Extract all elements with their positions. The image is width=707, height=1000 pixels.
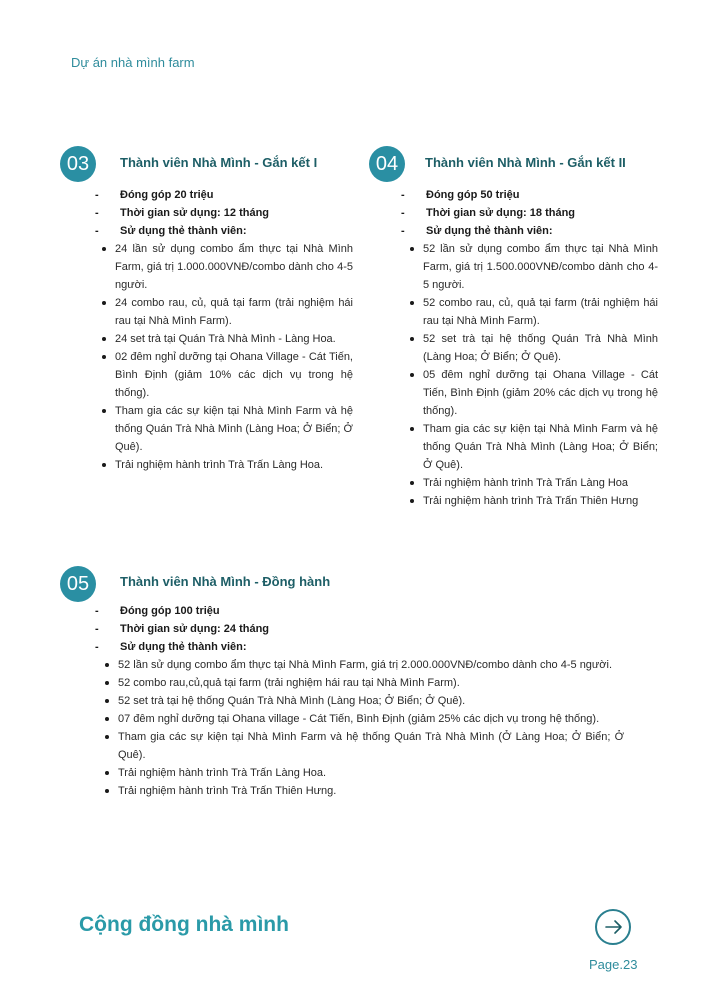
benefit-item: Trải nghiệm hành trình Trà Trấn Làng Hoa. [101, 456, 353, 474]
term-item: - Sử dụng thẻ thành viên: [95, 222, 355, 240]
membership-terms [95, 602, 395, 656]
arrow-right-icon [605, 919, 623, 935]
benefit-item: Tham gia các sự kiện tại Nhà Mình Farm và hệ thống Quán Trà Nhà Mình (Làng Hoa; Ở Biển; Ở Quê). [409, 420, 658, 474]
section-title: Thành viên Nhà Mình - Gắn kết I [120, 155, 318, 170]
benefit-item: 52 lần sử dụng combo ẩm thực tại Nhà Mình Farm, giá trị 1.500.000VNĐ/combo dành cho 4-5 người. [409, 240, 658, 294]
benefit-item: Trải nghiệm hành trình Trà Trấn Làng Hoa. [104, 764, 624, 782]
term-item: - Đóng góp 20 triệu [95, 186, 355, 204]
benefit-item: 24 combo rau, củ, quả tại farm (trải nghiệm hái rau tại Nhà Mình Farm). [101, 294, 353, 330]
page-number: Page.23 [589, 957, 638, 972]
benefit-list [101, 240, 353, 474]
section-number-badge: 03 [60, 146, 96, 182]
benefit-item: 52 combo rau, củ, quả tại farm (trải nghiệm hái rau tại Nhà Mình Farm). [409, 294, 658, 330]
benefit-item: 52 lần sử dụng combo ẩm thực tại Nhà Mình Farm, giá trị 2.000.000VNĐ/combo dành cho 4-5 người. [104, 656, 624, 674]
term-item: - Thời gian sử dụng: 24 tháng [95, 620, 395, 638]
benefit-item: Trải nghiệm hành trình Trà Trấn Thiên Hưng. [104, 782, 624, 800]
term-item: - Thời gian sử dụng: 18 tháng [401, 204, 661, 222]
benefit-item: 52 combo rau,củ,quả tại farm (trải nghiệm hái rau tại Nhà Mình Farm). [104, 674, 624, 692]
membership-terms [95, 186, 355, 240]
document-header: Dự án nhà mình farm [71, 55, 195, 70]
benefit-item: 24 lần sử dụng combo ẩm thực tại Nhà Mình Farm, giá trị 1.000.000VNĐ/combo dành cho 4-5 người. [101, 240, 353, 294]
benefit-item: 05 đêm nghỉ dưỡng tại Ohana Village - Cát Tiến, Bình Định (giảm 20% các dịch vụ trong hệ thống). [409, 366, 658, 420]
section-title: Thành viên Nhà Mình - Đồng hành [120, 574, 331, 589]
benefit-list [104, 656, 624, 800]
benefit-item: 07 đêm nghỉ dưỡng tại Ohana village - Cát Tiến, Bình Định (giảm 25% các dịch vụ trong hệ thống). [104, 710, 624, 728]
section-number-badge: 04 [369, 146, 405, 182]
benefit-item: 24 set trà tại Quán Trà Nhà Mình - Làng Hoa. [101, 330, 353, 348]
section-title: Thành viên Nhà Mình - Gắn kết II [425, 155, 626, 170]
benefit-item: Tham gia các sự kiện tại Nhà Mình Farm và hệ thống Quán Trà Nhà Mình (Làng Hoa; Ở Biển; Ở Quê). [101, 402, 353, 456]
footer-title: Cộng đồng nhà mình [79, 913, 289, 936]
term-item: - Sử dụng thẻ thành viên: [401, 222, 661, 240]
membership-terms [401, 186, 661, 240]
term-item: - Sử dụng thẻ thành viên: [95, 638, 395, 656]
term-item: - Thời gian sử dụng: 12 tháng [95, 204, 355, 222]
benefit-item: 52 set trà tại hệ thống Quán Trà Nhà Mình (Làng Hoa; Ở Biển; Ở Quê). [104, 692, 624, 710]
benefit-item: Tham gia các sự kiện tại Nhà Mình Farm và hệ thống Quán Trà Nhà Mình (Ở Làng Hoa; Ở Biển; Ở Quê). [104, 728, 624, 764]
benefit-item: 02 đêm nghỉ dưỡng tại Ohana Village - Cát Tiến, Bình Định (giảm 10% các dịch vụ trong hệ thống). [101, 348, 353, 402]
section-number-badge: 05 [60, 566, 96, 602]
benefit-item: Trải nghiệm hành trình Trà Trấn Thiên Hưng [409, 492, 658, 510]
term-item: - Đóng góp 50 triệu [401, 186, 661, 204]
benefit-item: Trải nghiệm hành trình Trà Trấn Làng Hoa [409, 474, 658, 492]
term-item: - Đóng góp 100 triệu [95, 602, 395, 620]
benefit-list [409, 240, 658, 510]
benefit-item: 52 set trà tại hệ thống Quán Trà Nhà Mình (Làng Hoa; Ở Biển; Ở Quê). [409, 330, 658, 366]
next-page-button[interactable] [595, 909, 631, 945]
